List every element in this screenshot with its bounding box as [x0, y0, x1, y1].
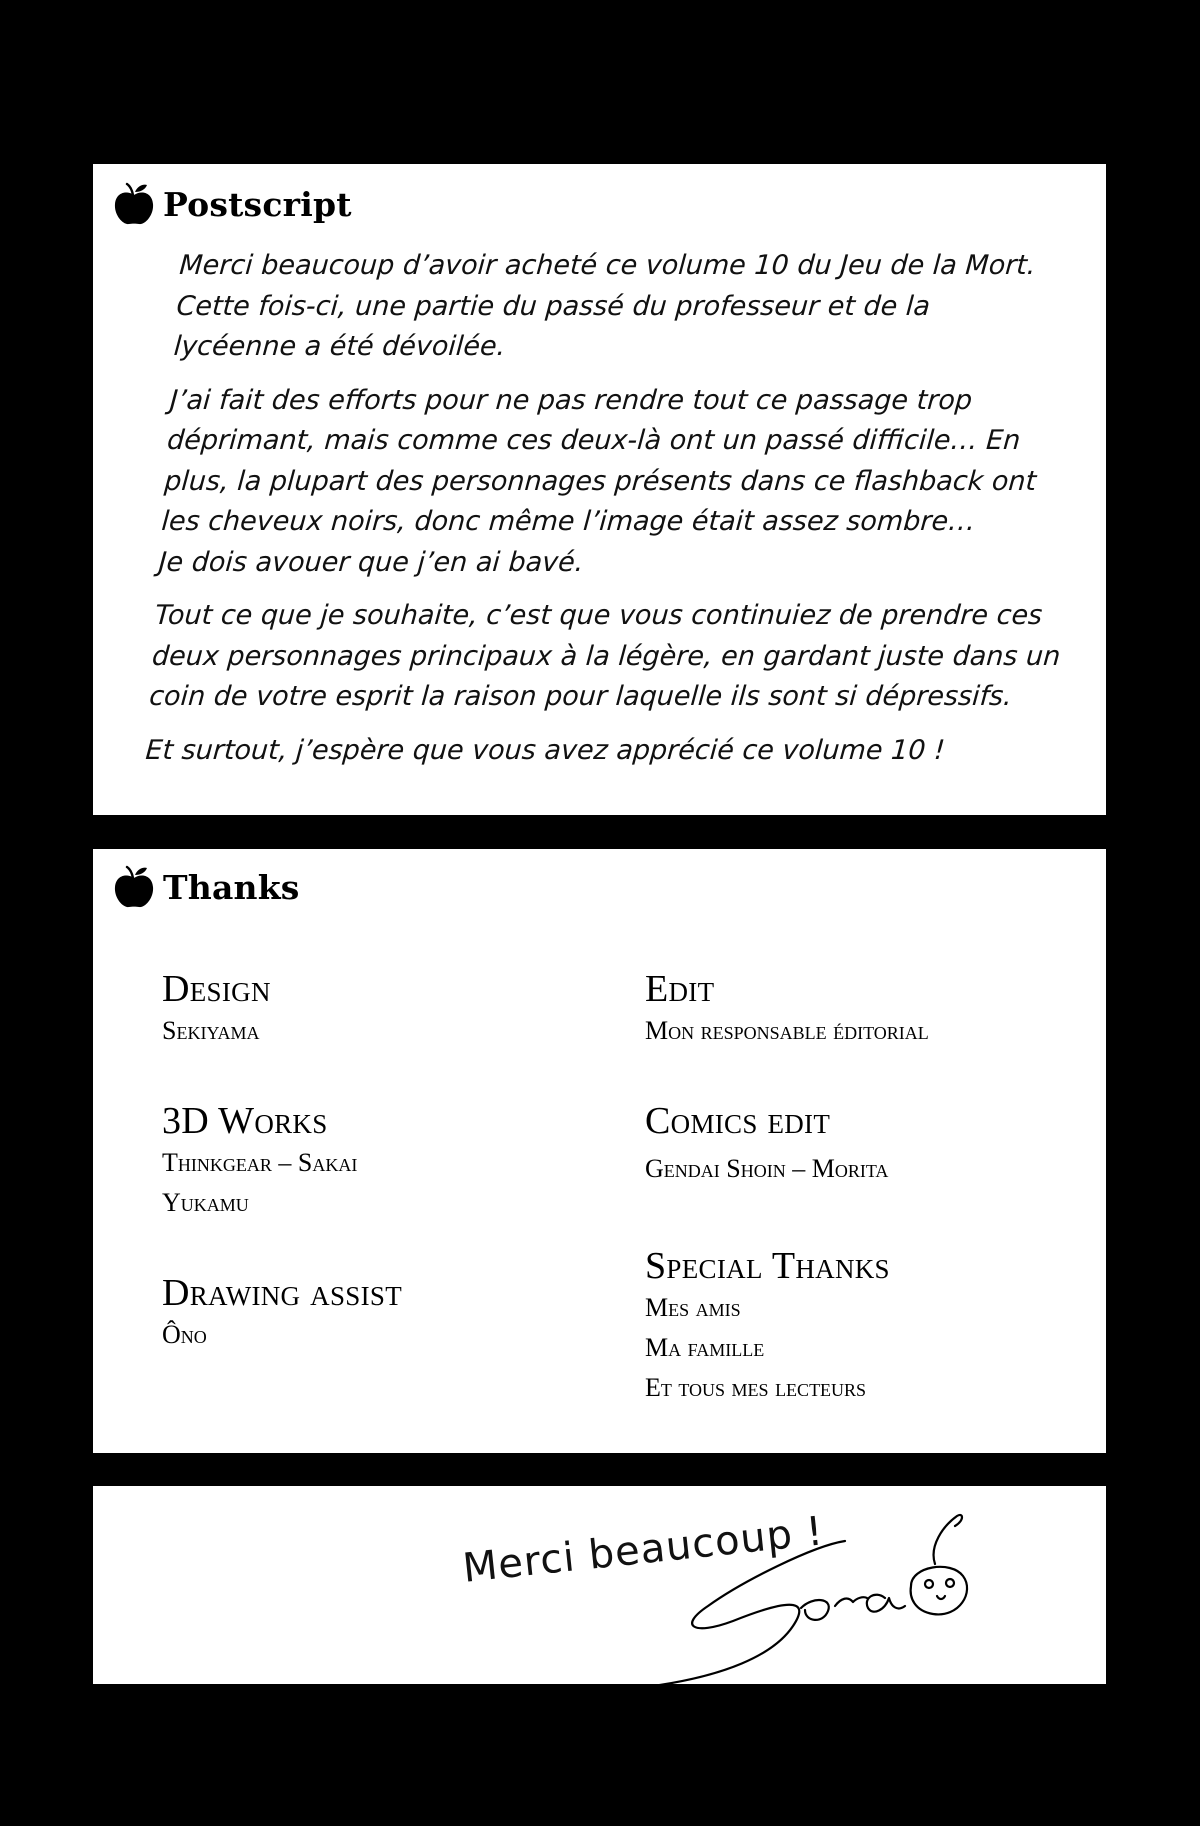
- credit-role: Edit: [645, 968, 715, 1010]
- autograph-signature: [93, 1486, 1106, 1684]
- credit-role: Comics edit: [645, 1100, 831, 1142]
- thanks-panel: [93, 849, 1106, 1453]
- credit-special-thanks: [645, 1244, 890, 1408]
- apple-icon: [113, 182, 155, 226]
- thanks-header: [113, 865, 300, 909]
- signature-panel: [93, 1486, 1106, 1684]
- postscript-paragraph-4: [144, 731, 1047, 772]
- credit-role: 3D Works: [162, 1100, 328, 1142]
- postscript-paragraph-2: [157, 381, 1071, 584]
- paragraph-line: Cette fois-ci, une partie du passé du professeur et de la: [175, 290, 932, 322]
- paragraph-line: Et surtout, j’espère que vous avez apprécié ce volume 10 !: [144, 734, 947, 766]
- credit-name: Et tous mes lecteurs: [645, 1373, 867, 1402]
- credit-name: Thinkgear – Sakai: [162, 1148, 358, 1177]
- credit-name: Sekiyama: [162, 1016, 260, 1045]
- credit-name: Ôno: [162, 1320, 207, 1349]
- credit-role: Design: [162, 968, 271, 1010]
- postscript-title: Postscript: [163, 184, 352, 224]
- paragraph-line: Tout ce que je souhaite, c’est que vous continuiez de prendre ces: [153, 600, 1044, 631]
- postscript-paragraph-3: [148, 596, 1062, 718]
- postscript-header: [113, 182, 352, 226]
- paragraph-line: déprimant, mais comme ces deux-là ont un passé difficile… En: [166, 425, 1022, 456]
- paragraph-line: Je dois avouer que j’en ai bavé.: [157, 546, 585, 578]
- paragraph-line: Merci beaucoup d’avoir acheté ce volume 10 du Jeu de la Mort.: [178, 250, 1037, 281]
- credit-name: Ma famille: [645, 1333, 765, 1362]
- paragraph-line: coin de votre esprit la raison pour laquelle ils sont si dépressifs.: [148, 681, 1013, 712]
- postscript-body: [143, 246, 1081, 784]
- paragraph-line: les cheveux noirs, donc même l’image était assez sombre…: [160, 506, 977, 537]
- credit-name: Yukamu: [162, 1188, 249, 1217]
- postscript-panel: [93, 164, 1106, 815]
- apple-icon: [113, 865, 155, 909]
- credit-role: Special Thanks: [645, 1245, 890, 1287]
- paragraph-line: lycéenne a été dévoilée.: [172, 331, 507, 362]
- credit-edit: [645, 967, 929, 1051]
- credit-name: Mon responsable éditorial: [645, 1016, 929, 1045]
- paragraph-line: deux personnages principaux à la légère, en gardant juste dans un: [151, 640, 1062, 672]
- credit-role: Drawing assist: [162, 1272, 402, 1314]
- credit-name: Mes amis: [645, 1293, 741, 1322]
- paragraph-line: plus, la plupart des personnages présents dans ce flashback ont: [163, 465, 1038, 497]
- book-title: Jeu de la Mort.: [839, 250, 1037, 281]
- credit-name: Gendai Shoin – Morita: [645, 1154, 889, 1183]
- credit-design: [162, 967, 271, 1051]
- signature-message: Merci beaucoup !: [460, 1508, 826, 1592]
- postscript-paragraph-1: [172, 246, 1080, 368]
- credit-drawing-assist: [162, 1271, 402, 1355]
- credit-comics-edit: [645, 1099, 888, 1189]
- paragraph-line: J’ai fait des efforts pour ne pas rendre tout ce passage trop: [168, 384, 974, 416]
- credit-3d-works: [162, 1099, 357, 1223]
- thanks-title: Thanks: [163, 867, 300, 907]
